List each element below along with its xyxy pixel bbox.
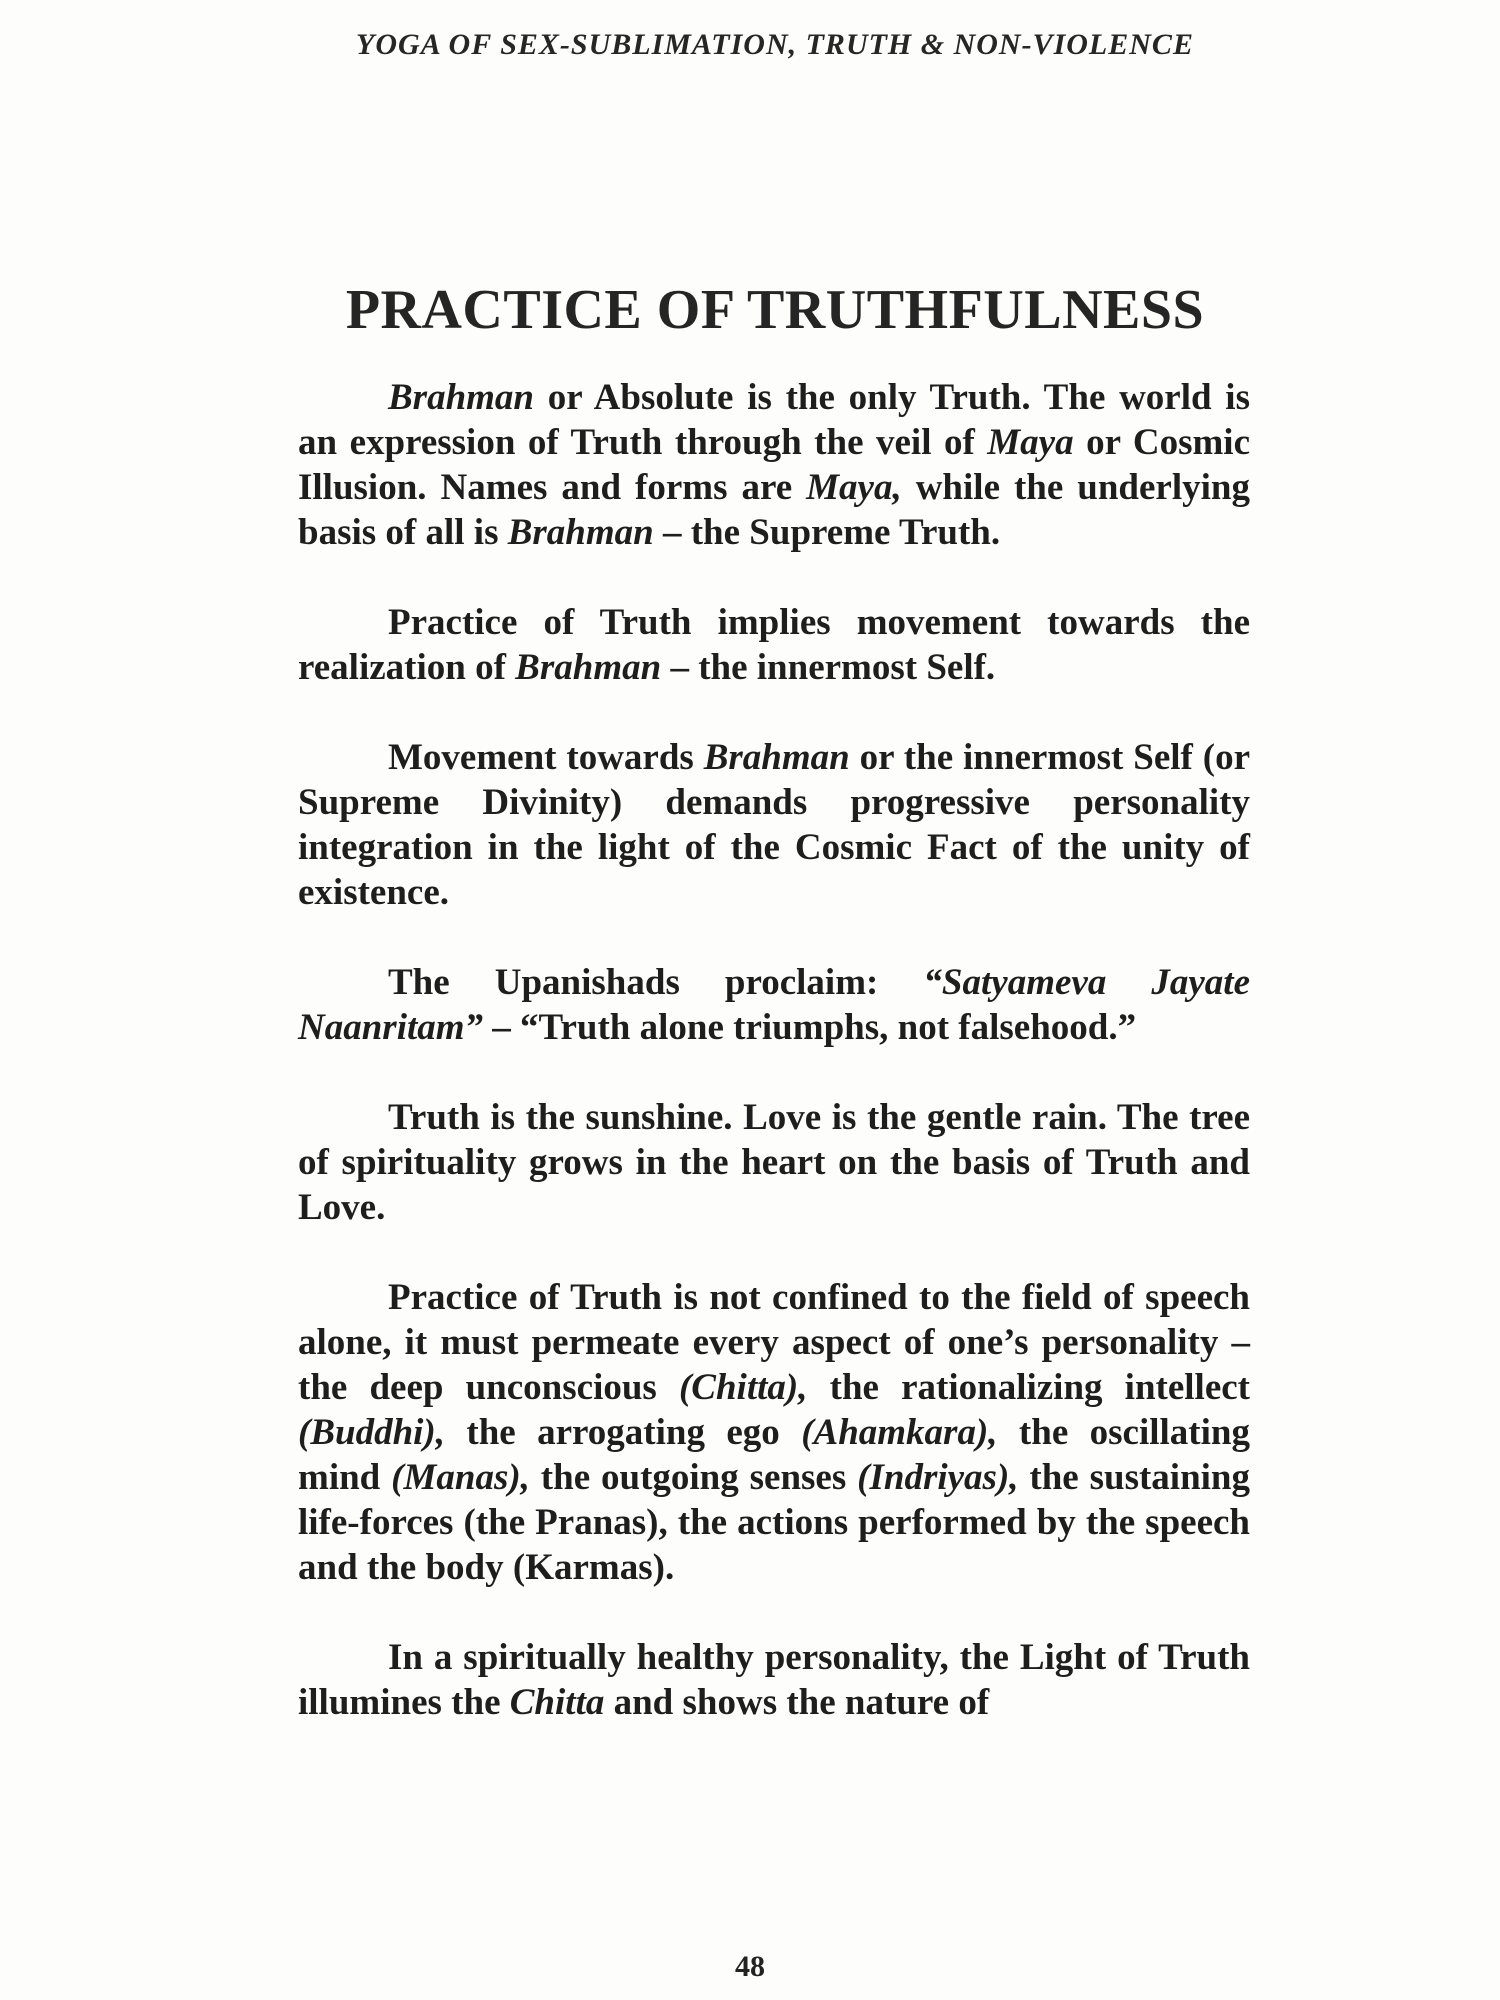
paragraph-1 [298,375,1250,555]
text-span: or Cosmic Illusion. Names and forms are [298,422,1250,508]
term-brahman: Brahman [515,647,662,688]
text-span: Truth is the sunshine. Love is the gentle rain. The tree of spirituality grows in the heart on the basis of Truth and Love. [298,1097,1250,1228]
text-span: the rationalizing intellect [807,1367,1250,1408]
term-ahamkara: (Ahamkara), [801,1412,998,1453]
page-number: 48 [735,1950,765,1983]
chapter-title: PRACTICE OF TRUTHFULNESS [345,279,1205,341]
text-span: the outgoing senses [529,1457,858,1498]
term-brahman: Brahman [388,377,535,418]
paragraph-6 [298,1275,1250,1590]
term-maya: Maya [987,422,1074,463]
text-span: – the Supreme Truth. [653,512,1001,553]
running-head: YOGA OF SEX-SUBLIMATION, TRUTH & NON-VIOLENCE [356,28,1194,61]
text-span: Practice of Truth implies movement towards the realization of [298,602,1250,688]
text-span: or Absolute is the only Truth. The world is an expression of Truth through the veil of [298,377,1250,463]
term-manas: (Manas), [391,1457,530,1498]
term-maya: Maya, [806,467,902,508]
text-span: or the innermost Self (or Supreme Divinity) demands progressive personality integration in the light of the Cosmic Fact of the unity of existence. [298,737,1250,913]
text-span: and shows the nature of [604,1682,990,1723]
paragraph-5 [298,1095,1250,1230]
text-span: – “Truth alone triumphs, not falsehood.” [483,1007,1137,1048]
text-span: while the underlying basis of all is [298,467,1250,553]
term-indriyas: (Indriyas), [857,1457,1019,1498]
text-span: Movement towards [388,737,704,778]
text-span: The Upanishads proclaim: [388,962,924,1003]
text-span: – the innermost Self. [661,647,996,688]
text-span: the oscillating mind [298,1412,1250,1498]
text-span: In a spiritually healthy personality, the Light of Truth illumines the [298,1637,1250,1723]
paragraph-4 [298,960,1250,1050]
term-brahman: Brahman [507,512,654,553]
body-text [298,375,1250,1770]
paragraph-7 [298,1635,1250,1725]
quote-satyameva-jayate: “Satyameva Jayate Naanritam” [298,962,1251,1048]
paragraph-2 [298,600,1250,690]
term-chitta: (Chitta), [678,1367,808,1408]
text-span: the arrogating ego [445,1412,802,1453]
term-chitta: Chitta [509,1682,605,1723]
text-span: the sustaining life-forces (the Pranas), the actions performed by the speech and the body (Karmas). [298,1457,1251,1588]
paragraph-3 [298,735,1250,915]
text-span: Practice of Truth is not confined to the field of speech alone, it must permeate every aspect of one’s personality – the deep unconscious [298,1277,1250,1408]
term-brahman: Brahman [703,737,850,778]
term-buddhi: (Buddhi), [298,1412,446,1453]
